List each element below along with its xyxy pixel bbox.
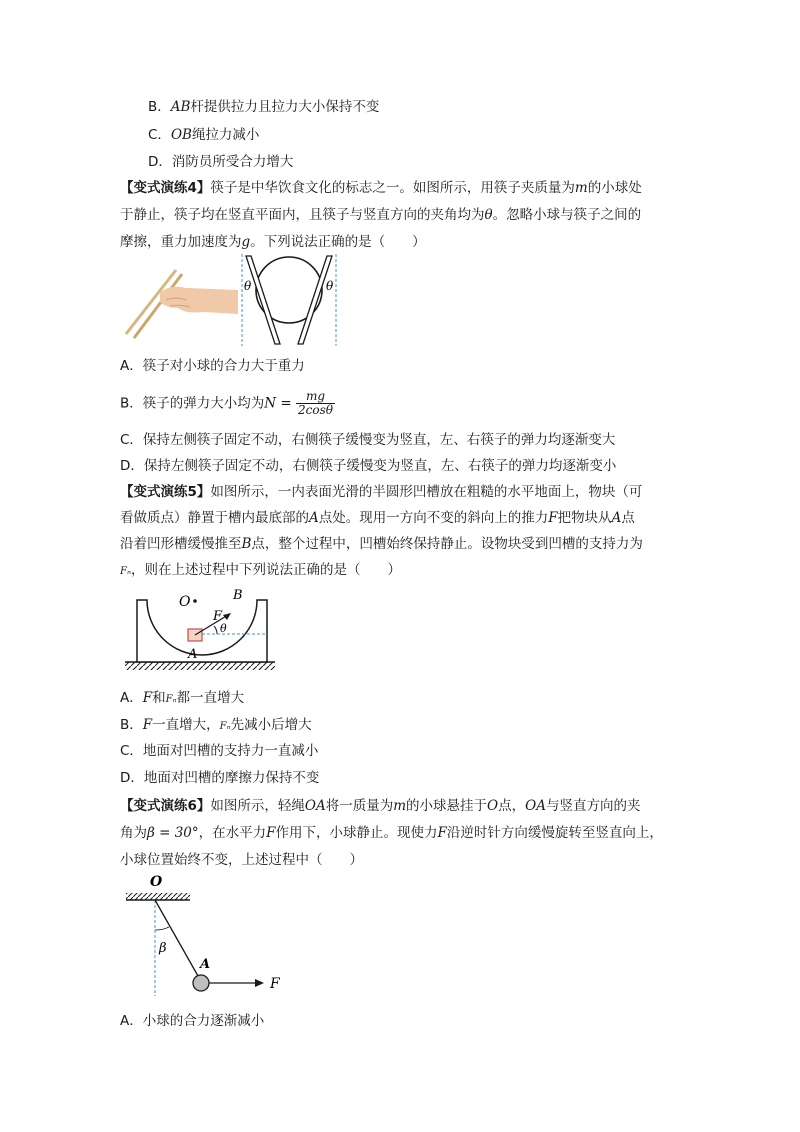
label-theta: θ <box>220 622 227 635</box>
rope-oa <box>155 900 198 976</box>
pendulum-diagram <box>118 872 298 1000</box>
formula-fraction: $\frac{mg}{2\cos\theta}$ <box>297 389 333 417</box>
force-f-arrowhead <box>255 979 264 987</box>
label-a: A <box>188 647 198 662</box>
label-o: O <box>150 874 163 890</box>
ground-hatching <box>125 662 275 670</box>
q6-line-1: 【变式演练6】如图所示，轻绳OA将一质量为m的小球悬挂于O点，OA与竖直方向的夹 <box>120 798 641 814</box>
q5-option-c: C．地面对凹槽的支持力一直减小 <box>120 743 319 759</box>
q4-option-d: D．保持左侧筷子固定不动，右侧筷子缓慢变为竖直，左、右筷子的弹力均逐渐变小 <box>120 458 617 474</box>
ball <box>193 975 209 991</box>
q6-line-2: 角为β = 30°，在水平力F作用下，小球静止。现使力F沿逆时针方向缓慢旋转至竖直向上， <box>120 825 663 841</box>
q4-option-b: B．筷子的弹力大小均为N = $\frac{mg}{2\cos\theta}$ <box>120 389 333 417</box>
center-point <box>193 599 197 603</box>
q5-line-3: 沿着凹形槽缓慢推至B点，整个过程中，凹槽始终保持静止。设物块受到凹槽的支持力为 <box>120 536 643 552</box>
q5-line-4: Fₙ，则在上述过程中下列说法正确的是（ ） <box>120 562 401 578</box>
option-d: D．消防员所受合力增大 <box>148 154 294 170</box>
force-f-arrowhead <box>223 613 231 620</box>
q5-line-2: 看做质点）静置于槽内最底部的A点处。现用一方向不变的斜向上的推力F把物块从A点 <box>120 510 635 526</box>
option-c: C．OB绳拉力减小 <box>148 127 260 143</box>
q4-option-a: A．筷子对小球的合力大于重力 <box>120 358 305 374</box>
label-beta: β <box>159 941 167 956</box>
q5-option-b: B．F一直增大，Fₙ先减小后增大 <box>120 717 312 733</box>
label-f: F <box>270 976 280 992</box>
hand <box>160 287 238 314</box>
label-a: A <box>200 957 211 972</box>
label-f: F <box>213 609 223 624</box>
q6-line-3: 小球位置始终不变，上述过程中（ ） <box>120 852 363 868</box>
groove-diagram <box>125 588 275 676</box>
q5-line-1: 【变式演练5】如图所示，一内表面光滑的半圆形凹槽放在粗糙的水平地面上，物块（可 <box>120 484 643 500</box>
q6-option-a: A．小球的合力逐渐减小 <box>120 1013 265 1029</box>
angle-theta-right: θ <box>326 279 334 293</box>
chopsticks-ball-diagram <box>238 252 342 348</box>
q4-line-3: 摩擦，重力加速度为g。下列说法正确的是（ ） <box>120 234 426 250</box>
hand-chopsticks-photo <box>120 262 240 340</box>
label-o: O <box>179 594 191 610</box>
q5-option-d: D．地面对凹槽的摩擦力保持不变 <box>120 770 320 786</box>
ceiling-hatching <box>126 893 190 900</box>
formula-lhs: N = <box>264 395 292 412</box>
angle-theta-left: θ <box>244 279 252 293</box>
option-b: B．AB杆提供拉力且拉力大小保持不变 <box>148 99 380 115</box>
q4-line-2: 于静止，筷子均在竖直平面内，且筷子与竖直方向的夹角均为θ。忽略小球与筷子之间的 <box>120 207 642 223</box>
q5-option-a: A．F和Fₙ都一直增大 <box>120 690 245 706</box>
q4-line-1: 【变式演练4】筷子是中华饮食文化的标志之一。如图所示，用筷子夹质量为m的小球处 <box>120 180 642 196</box>
label-b: B <box>233 588 243 603</box>
q4-option-c: C．保持左侧筷子固定不动，右侧筷子缓慢变为竖直，左、右筷子的弹力均逐渐变大 <box>120 432 616 448</box>
